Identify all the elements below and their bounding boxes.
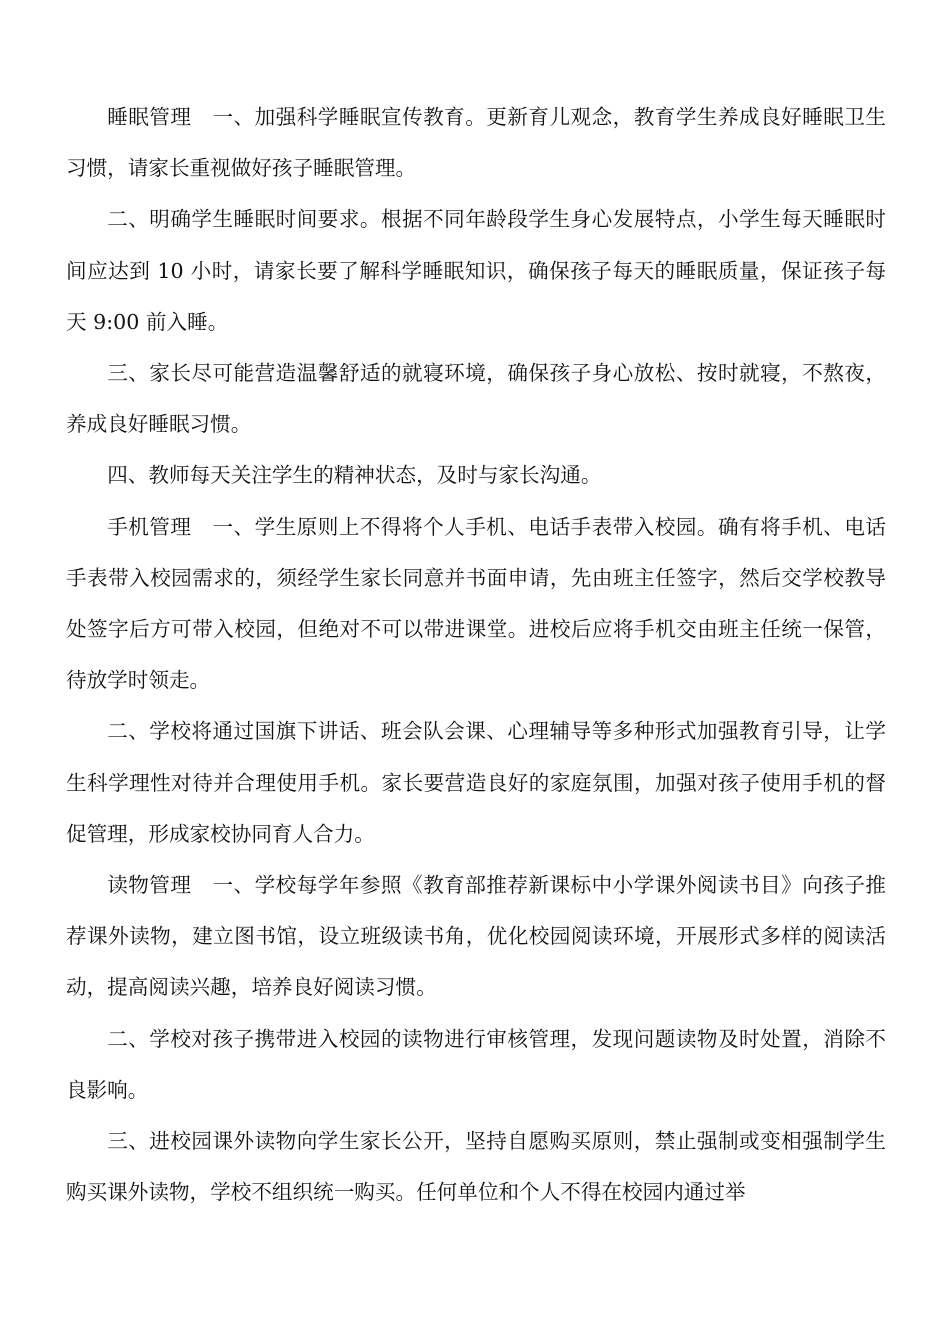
paragraph-phone-2: 二、学校将通过国旗下讲话、班会队会课、心理辅导等多种形式加强教育引导，让学生科学理性对待并合理使用手机。家长要营造良好的家庭氛围，加强对孩子使用手机的督促管理，形成家校协同育人合力。 [66,719,886,846]
paragraph-sleep-1: 睡眠管理 一、加强科学睡眠宣传教育。更新育儿观念，教育学生养成良好睡眠卫生习惯，请家长重视做好孩子睡眠管理。 [66,105,886,181]
paragraph-reading-1: 读物管理 一、学校每学年参照《教育部推荐新课标中小学课外阅读书目》向孩子推荐课外读物，建立图书馆，设立班级读书角，优化校园阅读环境，开展形式多样的阅读活动，提高阅读兴趣，培养良好阅读习惯。 [66,873,886,1000]
paragraph-sleep-2: 二、明确学生睡眠时间要求。根据不同年龄段学生身心发展特点，小学生每天睡眠时间应达到 10 小时，请家长要了解科学睡眠知识，确保孩子每天的睡眠质量，保证孩子每天 9:00 前入睡。 [66,207,886,334]
paragraph-reading-3: 三、进校园课外读物向学生家长公开，坚持自愿购买原则，禁止强制或变相强制学生购买课外读物，学校不组织统一购买。任何单位和个人不得在校园内通过举 [66,1129,886,1205]
paragraph-phone-1: 手机管理 一、学生原则上不得将个人手机、电话手表带入校园。确有将手机、电话手表带入校园需求的，须经学生家长同意并书面申请，先由班主任签字，然后交学校教导处签字后方可带入校园，但绝对不可以带进课堂。进校后应将手机交由班主任统一保管，待放学时领走。 [66,514,886,693]
document-body [66,92,886,1218]
paragraph-sleep-3: 三、家长尽可能营造温馨舒适的就寝环境，确保孩子身心放松、按时就寝，不熬夜，养成良好睡眠习惯。 [66,361,886,437]
paragraph-reading-2: 二、学校对孩子携带进入校园的读物进行审核管理，发现问题读物及时处置，消除不良影响。 [66,1026,886,1102]
paragraph-sleep-4: 四、教师每天关注学生的精神状态，及时与家长沟通。 [107,463,602,488]
